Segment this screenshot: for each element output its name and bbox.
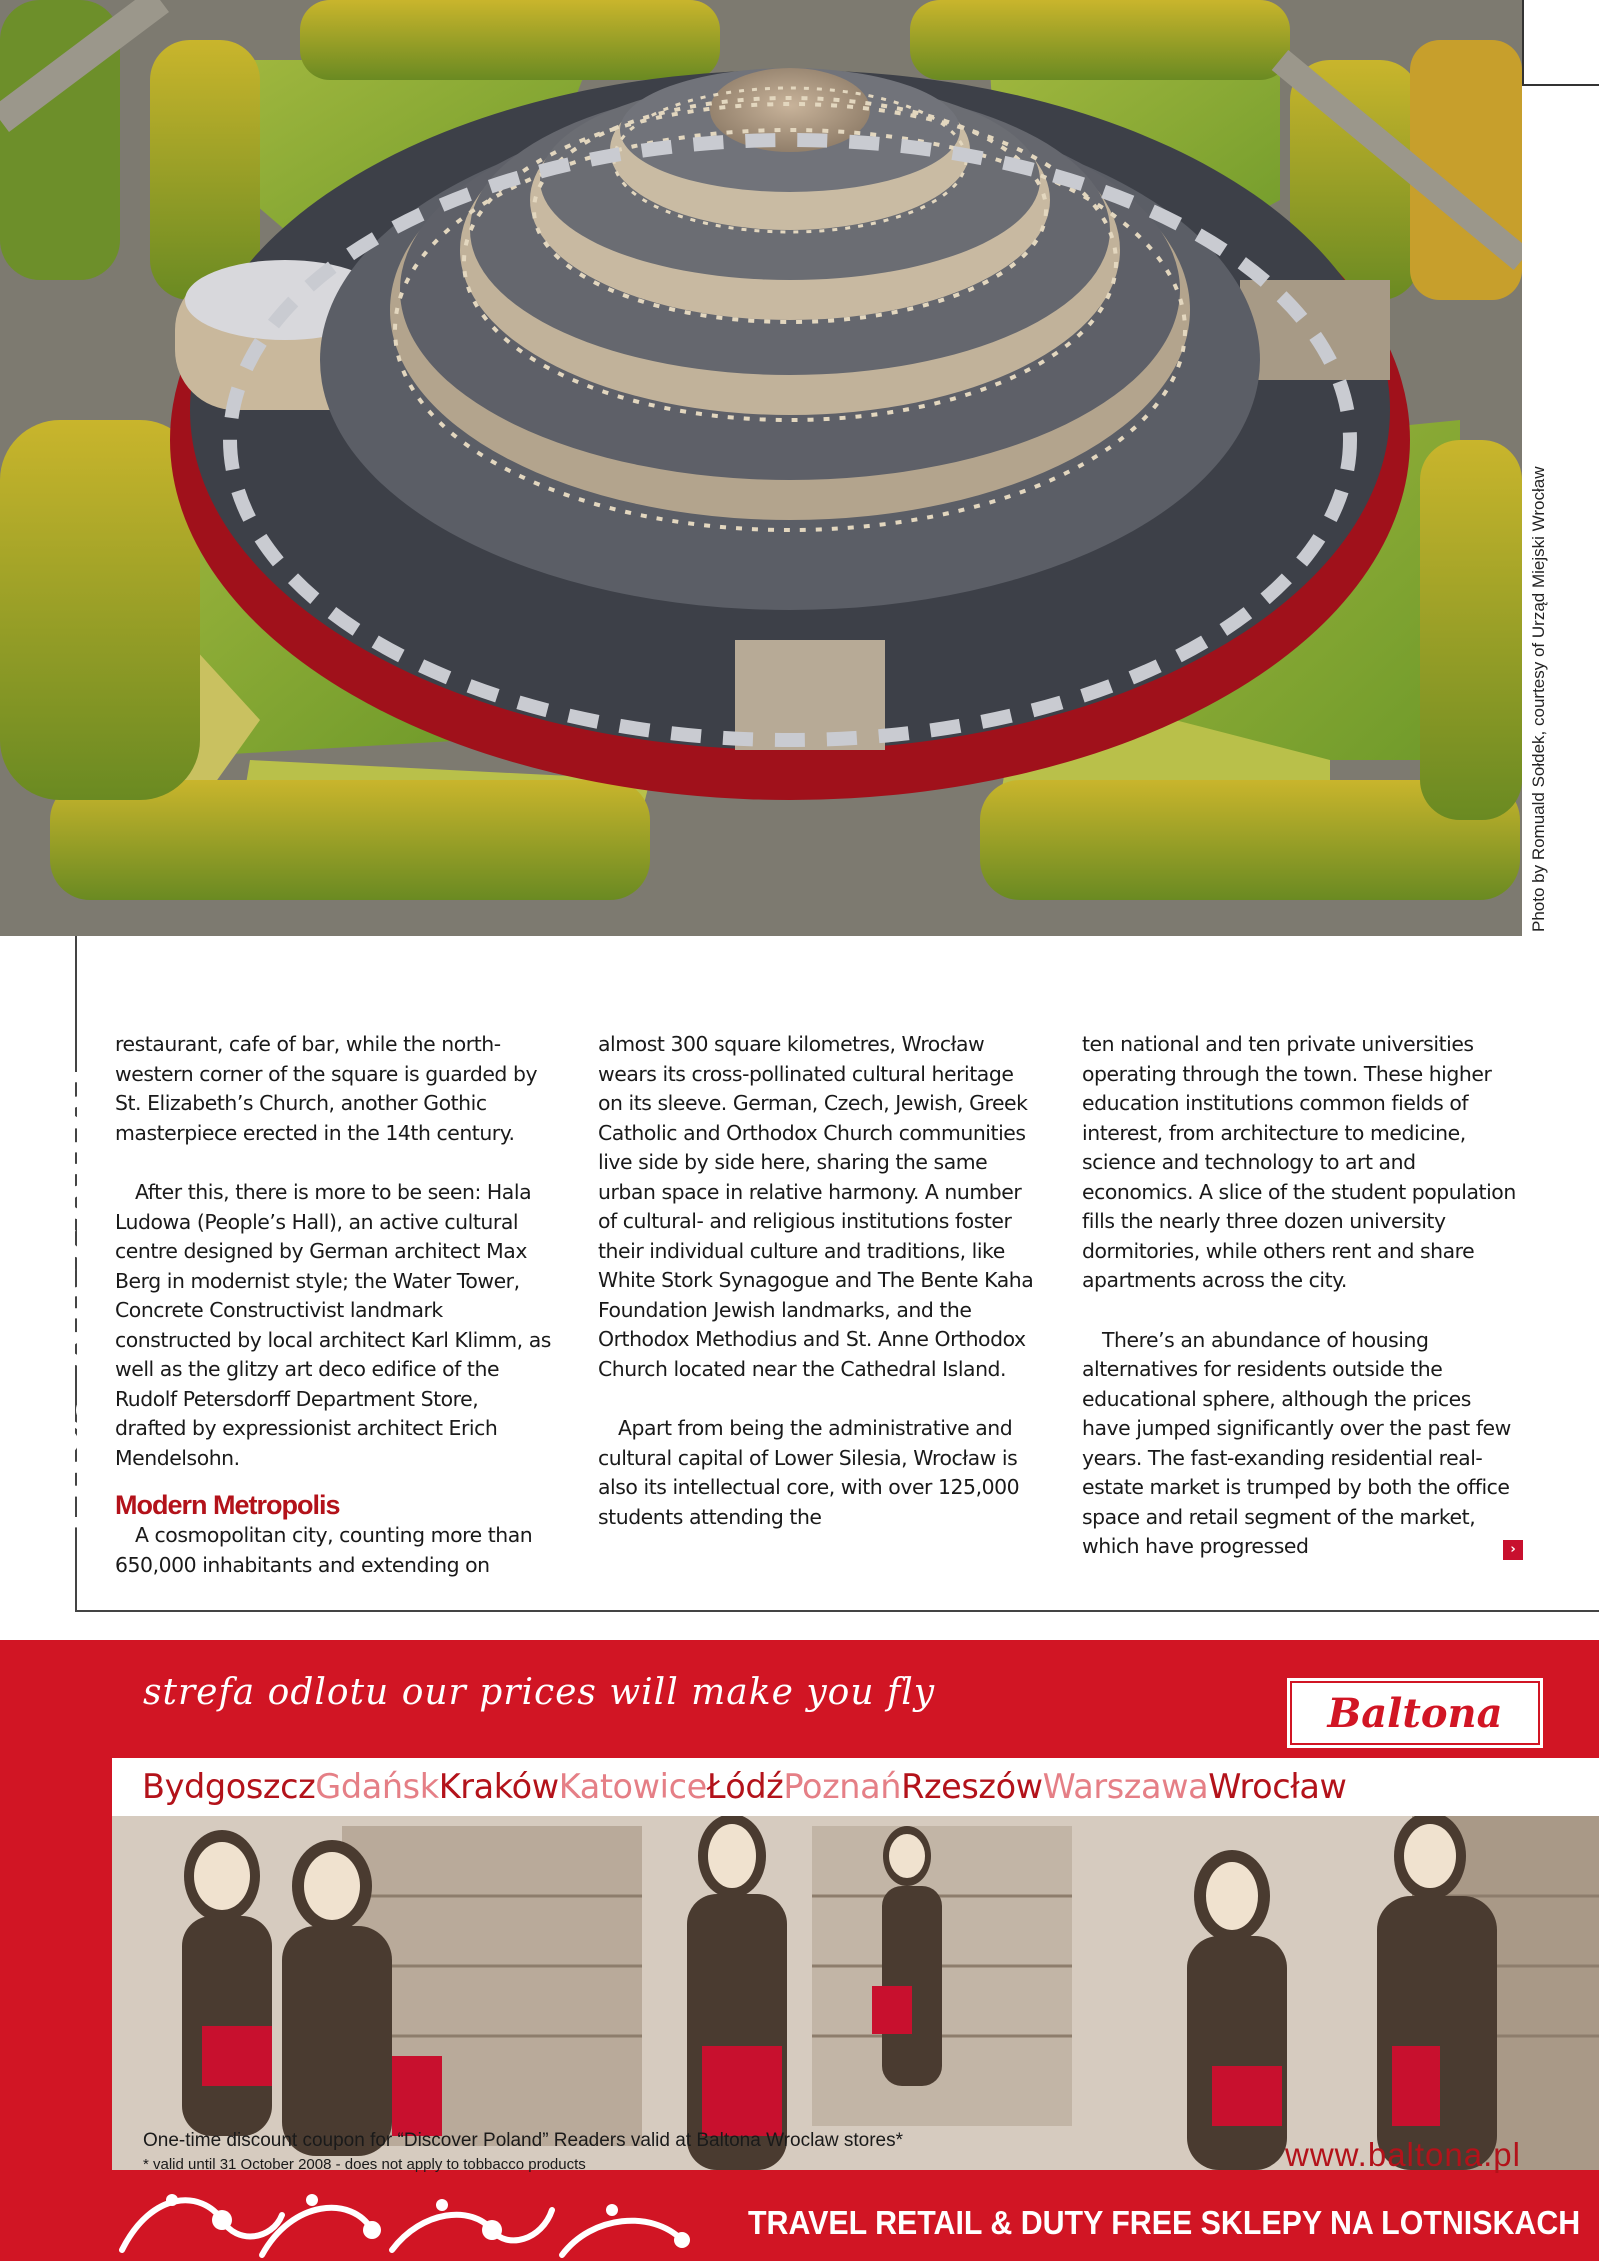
article-column-1 bbox=[115, 1030, 555, 1580]
coupon-note: * valid until 31 October 2008 - does not apply to tobbacco products bbox=[143, 2156, 586, 2173]
city-name: Wrocław bbox=[1208, 1767, 1347, 1806]
ad-slogan: strefa odlotu our prices will make you fly bbox=[143, 1672, 936, 1713]
city-name: Poznań bbox=[783, 1767, 902, 1806]
paragraph: A cosmopolitan city, counting more than 650,000 inhabitants and extending on bbox=[115, 1523, 533, 1577]
city-name: Gdańsk bbox=[315, 1767, 439, 1806]
ad-shoppers-photo bbox=[112, 1816, 1599, 2170]
baltona-advertisement[interactable] bbox=[0, 1640, 1599, 2261]
paragraph: restaurant, cafe of bar, while the north-western corner of the square is guarded by St. Elizabeth’s Church, another Gothic masterpiece erected in the 14th century. bbox=[115, 1032, 538, 1145]
hero-photo bbox=[0, 0, 1522, 936]
baltona-logo bbox=[1287, 1678, 1543, 1748]
discount-text: 10% discount bbox=[44, 1056, 112, 1544]
city-name: Katowice bbox=[558, 1767, 707, 1806]
paragraph: almost 300 square kilometres, Wrocław wears its cross-pollinated cultural heritage on its sleeve. German, Czech, Jewish, Greek Catholic and Orthodox Church communities live side by side here, sharing the same urban space in relative harmony. A number of cultural- and religious institutions foster their individual culture and traditions, like White Stork Synagogue and The Bente Kaha Foundation Jewish landmarks, and the Orthodox Methodius and St. Anne Orthodox Church located near the Cathedral Island. bbox=[598, 1032, 1034, 1381]
section-heading: Modern Metropolis bbox=[115, 1490, 340, 1520]
coupon-text: One-time discount coupon for “Discover Poland” Readers valid at Baltona Wroclaw stores* bbox=[143, 2130, 903, 2151]
city-list bbox=[112, 1758, 1599, 1816]
city-name: Kraków bbox=[438, 1767, 559, 1806]
centennial-hall-illustration bbox=[0, 0, 1522, 936]
tagline-part-2: SKLEPY NA LOTNISKACH bbox=[1200, 2204, 1581, 2241]
city-name: Łódź bbox=[706, 1767, 784, 1806]
city-name: Rzeszów bbox=[901, 1767, 1043, 1806]
paragraph: Apart from being the administrative and cultural capital of Lower Silesia, Wrocław is also its intellectual core, with over 125,000 students attending the bbox=[598, 1416, 1020, 1529]
city-name: Bydgoszcz bbox=[142, 1767, 316, 1806]
ad-website-link[interactable]: www.baltona.pl bbox=[1285, 2136, 1521, 2173]
tagline-part-1: TRAVEL RETAIL & DUTY FREE bbox=[748, 2204, 1201, 2241]
city-name: Warszawa bbox=[1042, 1767, 1209, 1806]
paragraph: ten national and ten private universities operating through the town. These higher education institutions common fields of interest, from architecture to medicine, science and technology to art and economics. A slice of the student population fills the nearly three dozen university dormitories, while others rent and share apartments across the city. bbox=[1082, 1032, 1516, 1292]
article-column-3 bbox=[1082, 1030, 1522, 1562]
paragraph: After this, there is more to be seen: Hala Ludowa (People’s Hall), an active cultural centre designed by German architect Max Berg in modernist style; the Water Tower, Concrete Constructivist landmark constructed by local architect Karl Klimm, as well as the glitzy art deco edifice of the Rudolf Petersdorff Department Store, drafted by expressionist architect Erich Mendelsohn. bbox=[115, 1180, 551, 1470]
floral-swirl-ornament bbox=[112, 2170, 732, 2261]
paragraph: There’s an abundance of housing alternatives for residents outside the educational sphere, although the prices have jumped significantly over the past few years. The fast-exanding residential real-estate market is trumped by both the office space and retail segment of the market, which have progressed bbox=[1082, 1327, 1511, 1558]
photo-credit: Photo by Romuald Sołdek, courtesy of Urząd Miejski Wrocław bbox=[1529, 466, 1548, 932]
continue-arrow-icon: › bbox=[1503, 1540, 1523, 1560]
article-column-2 bbox=[598, 1030, 1038, 1532]
shoppers-illustration bbox=[112, 1816, 1599, 2170]
ad-tagline bbox=[748, 2204, 1580, 2242]
brand-name: Baltona bbox=[1290, 1681, 1540, 1745]
